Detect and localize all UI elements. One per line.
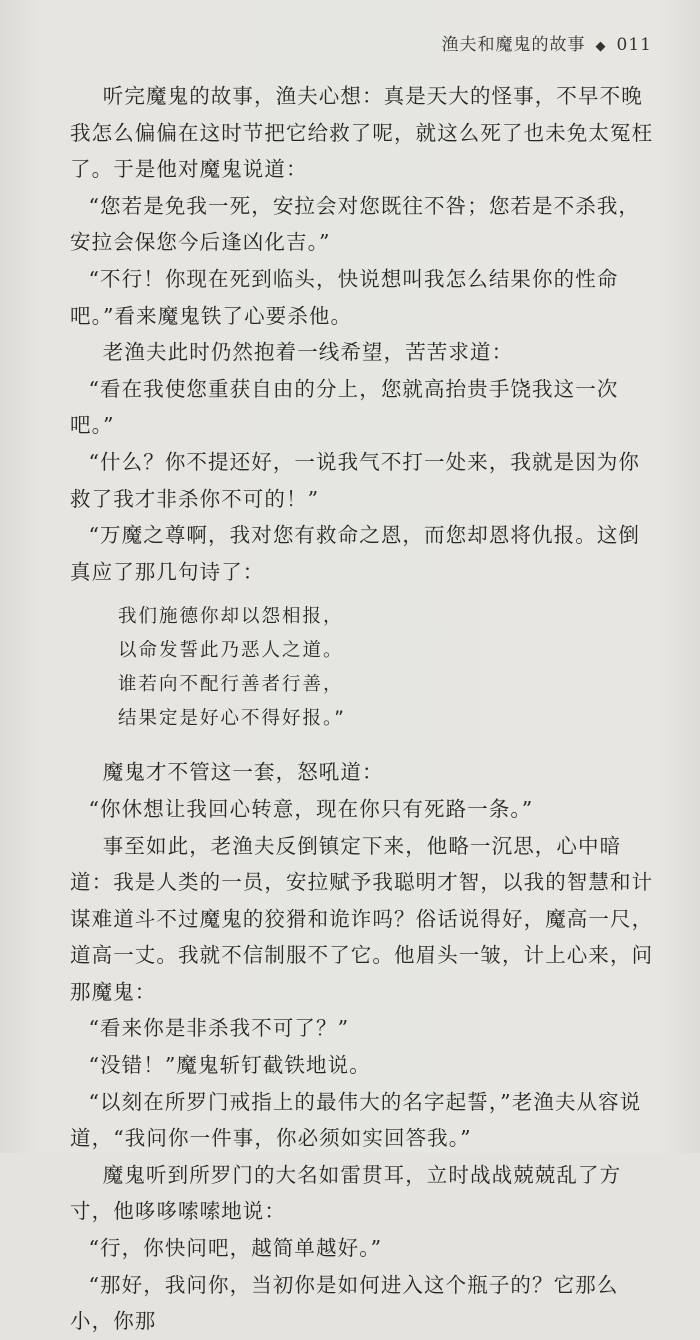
- poem-line: 我们施德你却以怨相报，: [118, 606, 344, 628]
- paragraph: “看在我使您重获自由的分上，您就高抬贵手饶我这一次吧。”: [70, 376, 619, 438]
- running-header: [442, 30, 652, 55]
- page-number: 011: [616, 35, 652, 55]
- body-text: [70, 78, 655, 1340]
- paragraph: “行，你快问吧，越简单越好。”: [88, 1236, 383, 1261]
- paragraph: “不行！你现在死到临头，快说想叫我怎么结果你的性命吧。”看来魔鬼铁了心要杀他。: [70, 266, 619, 328]
- paragraph: “那好，我问你，当初你是如何进入这个瓶子的？它那么小，你那: [70, 1272, 619, 1334]
- poem-line: 谁若向不配行善者行善，: [118, 674, 344, 696]
- paragraph: “看来你是非杀我不可了？”: [88, 1016, 350, 1041]
- paragraph: “万魔之尊啊，我对您有救命之恩，而您却恩将仇报。这倒真应了那几句诗了：: [70, 523, 641, 584]
- paragraph: “什么？你不提还好，一说我气不打一处来，我就是因为你救了我才非杀你不可的！”: [70, 449, 641, 511]
- paragraph: 老渔夫此时仍然抱着一线希望，苦苦求道：: [102, 340, 514, 365]
- paragraph: “你休想让我回心转意，现在你只有死路一条。”: [88, 796, 534, 821]
- poem-line: 结果定是好心不得好报。”: [118, 708, 346, 730]
- paragraph: 听完魔鬼的故事，渔夫心想：真是天大的怪事，不早不晚我怎么偏偏在这时节把它给救了呢，就这么死了也未免太冤枉了。于是他对魔鬼说道：: [70, 84, 654, 182]
- paragraph: 事至如此，老渔夫反倒镇定下来，他略一沉思，心中暗道：我是人类的一员，安拉赋予我聪明才智，以我的智慧和计谋难道斗不过魔鬼的狡猾和诡诈吗？俗话说得好，魔高一尺，道高一丈。我就不信制服不了它。他眉头一皱，计上心来，问那魔鬼：: [70, 833, 654, 1004]
- poem-line: 以命发誓此乃恶人之道。: [118, 640, 344, 662]
- paragraph: 魔鬼听到所罗门的大名如雷贯耳，立时战战兢兢乱了方寸，他哆哆嗦嗦地说：: [70, 1162, 622, 1224]
- paragraph: “您若是免我一死，安拉会对您既往不咎；您若是不杀我，安拉会保您今后逢凶化吉。”: [70, 193, 641, 255]
- poem: [70, 600, 655, 736]
- chapter-title: 渔夫和魔鬼的故事: [441, 35, 586, 55]
- paragraph: “以刻在所罗门戒指上的最伟大的名字起誓，”老渔夫从容说道，“我问你一件事，你必须如实回答我。”: [70, 1089, 642, 1151]
- diamond-separator-icon: ◆: [595, 39, 607, 54]
- paragraph: “没错！”魔鬼斩钉截铁地说。: [88, 1053, 371, 1078]
- paragraph: 魔鬼才不管这一套，怒吼道：: [102, 760, 384, 785]
